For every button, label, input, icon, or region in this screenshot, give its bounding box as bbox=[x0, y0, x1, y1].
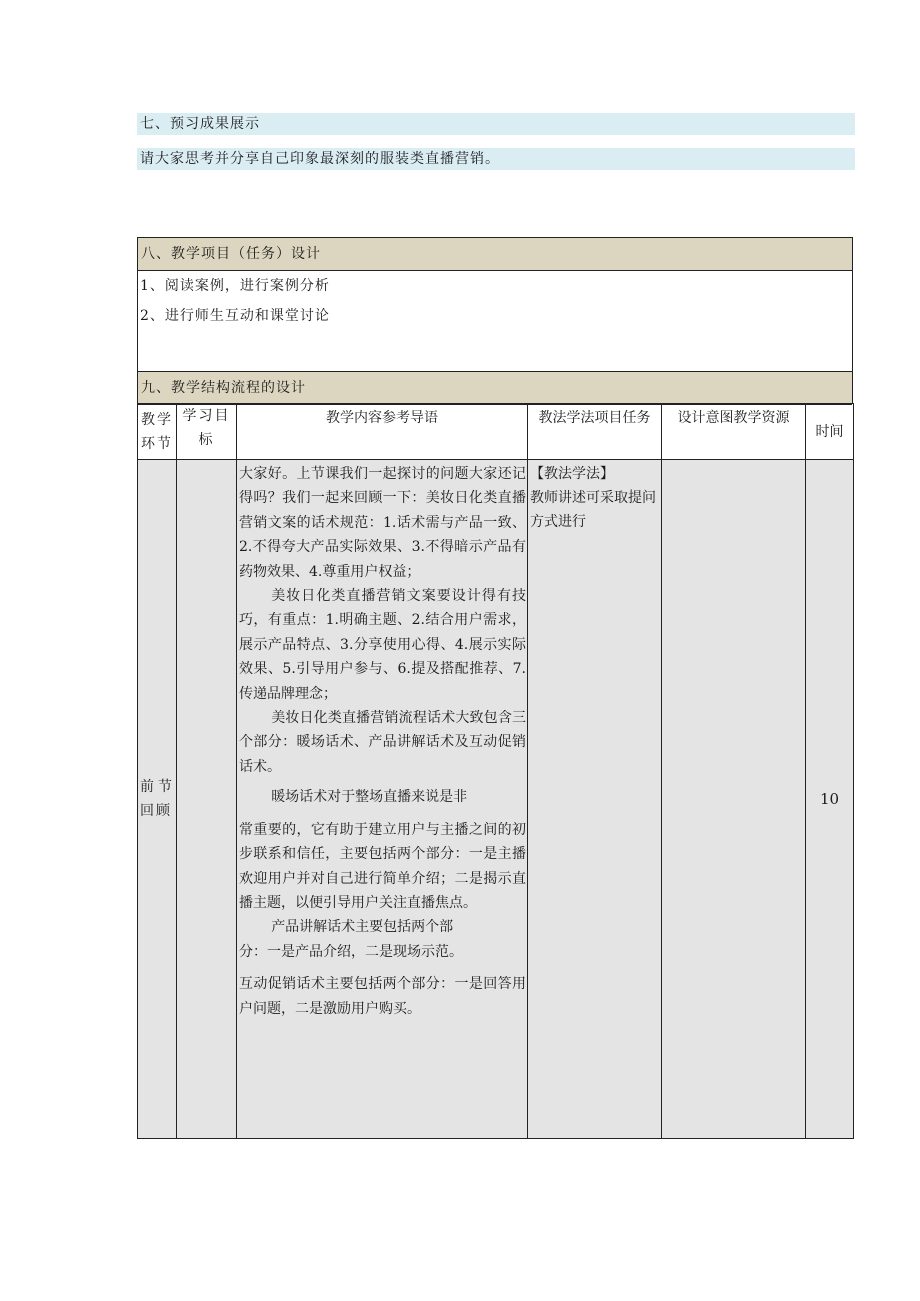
row-goal bbox=[177, 460, 237, 1139]
method-text: 教师讲述可采取提问方式进行 bbox=[530, 490, 656, 530]
content-paragraph: 暖场话术对于整场直播来说是非 bbox=[271, 789, 468, 806]
row-method bbox=[528, 460, 662, 1139]
content-paragraph: 美妆日化类直播营销流程话术大致包含三个部分：暖场话术、产品讲解话术及互动促销话术。 bbox=[239, 710, 526, 775]
content-paragraph: 产品讲解话术主要包括两个部 bbox=[271, 919, 454, 936]
section8-item-2: 2、进行师生互动和课堂讨论 bbox=[140, 308, 330, 324]
col-header-design: 设计意图教学资源 bbox=[662, 404, 806, 460]
col-header-method: 教法学法项目任务 bbox=[528, 404, 662, 460]
section9-title: 九、教学结构流程的设计 bbox=[138, 372, 852, 405]
row-stage: 前节回顾 bbox=[138, 460, 177, 1139]
teaching-flow-table bbox=[137, 403, 854, 1139]
table-row bbox=[138, 460, 854, 1139]
content-paragraph: 大家好。上节课我们一起探讨的问题大家还记得吗？我们一起来回顾一下：美妆日化类直播营销文案的话术规范：1.话术需与产品一致、2.不得夸大产品实际效果、3.不得暗示产品有药物效果、4.尊重用户权益； bbox=[239, 466, 526, 580]
section9-header-box bbox=[137, 371, 853, 404]
method-heading: 【教法学法】 bbox=[530, 466, 614, 482]
row-content bbox=[237, 460, 528, 1139]
col-header-time: 时间 bbox=[806, 404, 854, 460]
section7-prompt: 请大家思考并分享自己印象最深刻的服装类直播营销。 bbox=[137, 148, 855, 170]
content-paragraph: 互动促销话术主要包括两个部分：一是回答用户问题，二是激励用户购买。 bbox=[239, 976, 526, 1017]
section7-title: 七、预习成果展示 bbox=[137, 113, 855, 135]
content-paragraph: 美妆日化类直播营销文案要设计得有技巧，有重点：1.明确主题、2.结合用户需求，展示产品特点、3.分享使用心得、4.展示实际效果、5.引导用户参与、6.提及搭配推荐、7.传递品牌理念； bbox=[239, 588, 526, 702]
row-design bbox=[662, 460, 806, 1139]
content-paragraph: 分：一是产品介绍，二是现场示范。 bbox=[239, 943, 463, 960]
section8-item-1: 1、阅读案例，进行案例分析 bbox=[140, 278, 330, 294]
section8-title: 八、教学项目（任务）设计 bbox=[138, 238, 852, 271]
content-paragraph: 常重要的，它有助于建立用户与主播之间的初步联系和信任，主要包括两个部分：一是主播欢迎用户并对自己进行简单介绍；二是揭示直播主题，以便引导用户关注直播焦点。 bbox=[239, 821, 526, 911]
row-time: 10 bbox=[806, 460, 854, 1139]
col-header-content: 教学内容参考导语 bbox=[237, 404, 528, 460]
col-header-stage: 教学环节 bbox=[138, 404, 177, 460]
section8-box bbox=[137, 237, 853, 372]
col-header-goal: 学习目标 bbox=[177, 404, 237, 460]
